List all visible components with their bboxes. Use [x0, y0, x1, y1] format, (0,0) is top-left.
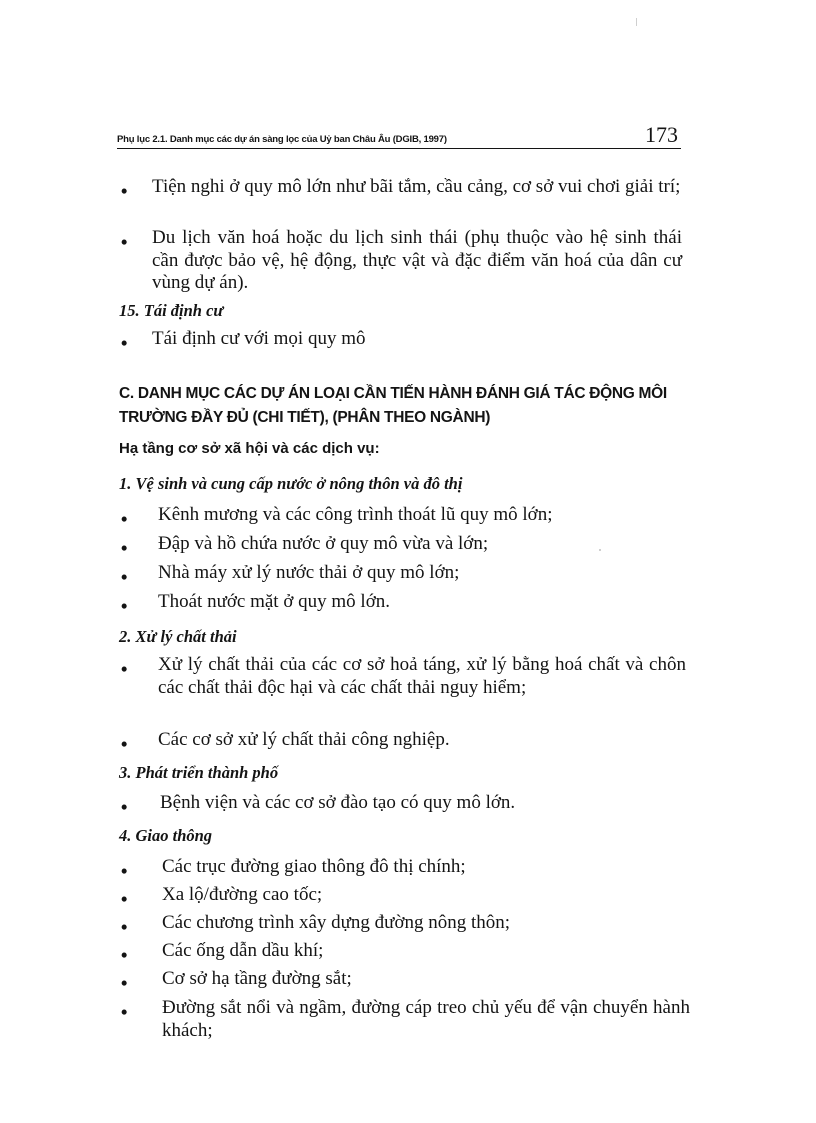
- list-item: Kênh mương và các công trình thoát lũ quy mô lớn;: [158, 504, 553, 525]
- bullet-icon: •: [119, 540, 130, 560]
- subsection-title: 4. Giao thông: [119, 826, 213, 845]
- subsection-title: 15. Tái định cư: [119, 301, 224, 320]
- list-item: Xử lý chất thải của các cơ sở hoả táng, xử lý bằng hoá chất và chôn các chất thải độc hại và các chất thải nguy hiểm;: [158, 654, 686, 698]
- bullet-icon: •: [119, 736, 130, 756]
- subsection-title: 2. Xử lý chất thải: [119, 627, 237, 646]
- running-header: Phụ lục 2.1. Danh mục các dự án sàng lọc của Uỷ ban Châu Âu (DGIB, 1997): [117, 134, 447, 145]
- group-label: Hạ tầng cơ sở xã hội và các dịch vụ:: [119, 440, 380, 457]
- bullet-icon: •: [119, 335, 130, 355]
- list-item: Xa lộ/đường cao tốc;: [162, 884, 323, 905]
- bullet-icon: •: [119, 863, 130, 883]
- bullet-icon: •: [119, 947, 130, 967]
- header-rule: [117, 148, 681, 149]
- bullet-icon: •: [119, 1004, 130, 1024]
- bullet-icon: •: [119, 511, 130, 531]
- bullet-icon: •: [119, 799, 130, 819]
- bullet-icon: •: [119, 183, 130, 203]
- list-item: Du lịch văn hoá hoặc du lịch sinh thái (phụ thuộc vào hệ sinh thái cần được bảo vệ, hệ động, thực vật và đặc điểm văn hoá của dân cư vùng dự án).: [152, 227, 682, 293]
- bullet-icon: •: [119, 891, 130, 911]
- bullet-icon: •: [119, 598, 130, 618]
- subsection-title: 1. Vệ sinh và cung cấp nước ở nông thôn và đô thị: [119, 474, 463, 493]
- bullet-icon: •: [119, 569, 130, 589]
- subsection-title: 3. Phát triển thành phố: [119, 763, 279, 782]
- scan-speck: [636, 18, 637, 26]
- bullet-icon: •: [119, 975, 130, 995]
- list-item: Bệnh viện và các cơ sở đào tạo có quy mô lớn.: [160, 792, 516, 813]
- list-item: Nhà máy xử lý nước thải ở quy mô lớn;: [158, 562, 460, 583]
- page-number: 173: [645, 122, 678, 147]
- list-item: Tái định cư với mọi quy mô: [152, 328, 366, 349]
- list-item: Các chương trình xây dựng đường nông thôn;: [162, 912, 511, 933]
- bullet-icon: •: [119, 919, 130, 939]
- bullet-icon: •: [119, 661, 130, 681]
- list-item: Cơ sở hạ tầng đường sắt;: [162, 968, 352, 989]
- list-item: Tiện nghi ở quy mô lớn như bãi tắm, cầu cảng, cơ sở vui chơi giải trí;: [152, 176, 681, 197]
- list-item: Các ống dẫn dầu khí;: [162, 940, 324, 961]
- section-title: C. DANH MỤC CÁC DỰ ÁN LOẠI CẦN TIẾN HÀNH ĐÁNH GIÁ TÁC ĐỘNG MÔI TRƯỜNG ĐẦY ĐỦ (CHI TIẾT), (PHÂN THEO NGÀNH): [119, 385, 667, 426]
- list-item: Đường sắt nổi và ngầm, đường cáp treo chủ yếu để vận chuyển hành khách;: [162, 997, 690, 1041]
- list-item: Đập và hồ chứa nước ở quy mô vừa và lớn;: [158, 533, 489, 554]
- list-item: Thoát nước mặt ở quy mô lớn.: [158, 591, 390, 612]
- list-item: Các cơ sở xử lý chất thải công nghiệp.: [158, 729, 450, 750]
- list-item: Các trục đường giao thông đô thị chính;: [162, 856, 466, 877]
- bullet-icon: •: [119, 234, 130, 254]
